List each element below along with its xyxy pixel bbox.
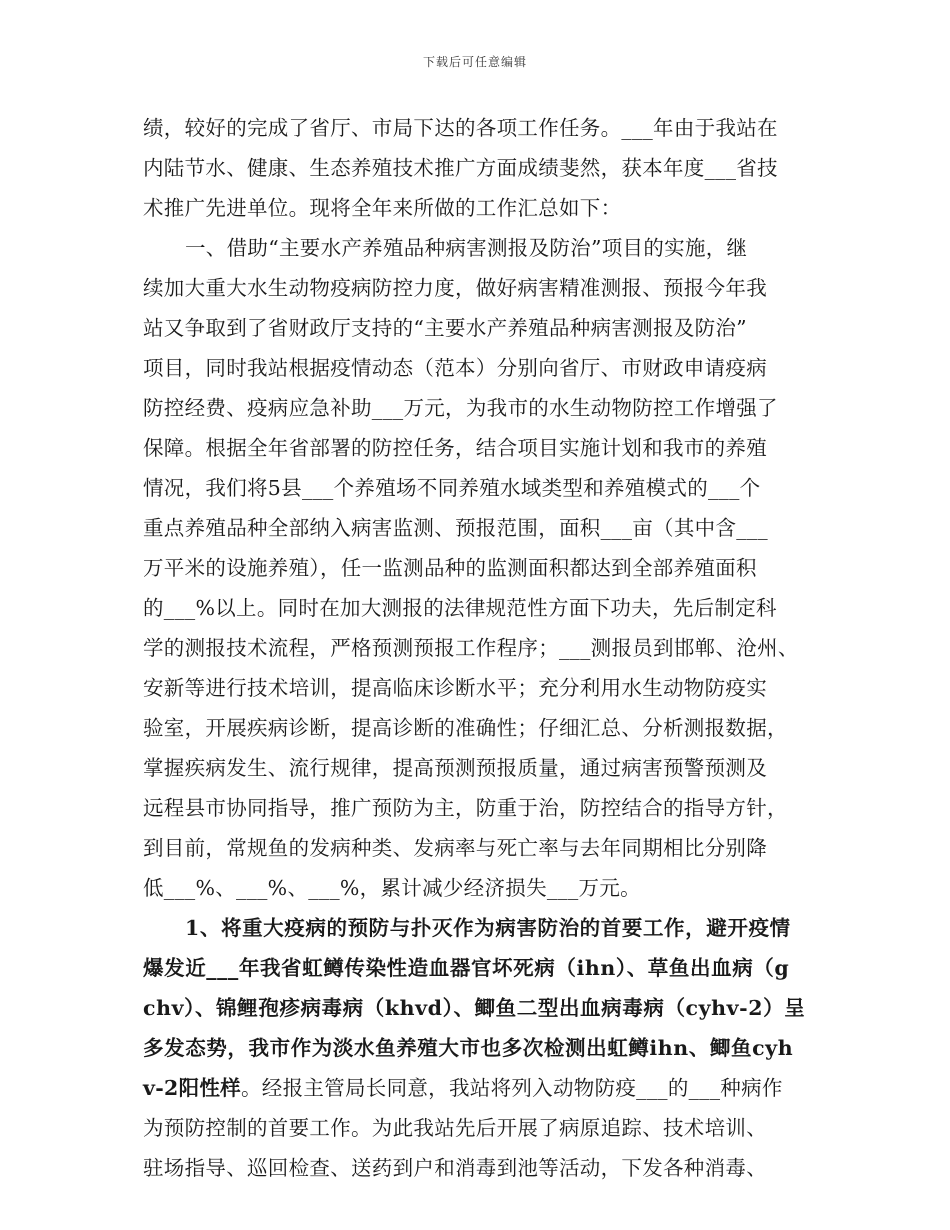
- bold-text-line: chv）、锦鲤孢疹病毒病（khvd）、鲫鱼二型出血病毒病（cyhv-2）呈: [143, 996, 806, 1020]
- text-line: 重点养殖品种全部纳入病害监测、预报范围，面积___亩（其中含___: [143, 516, 768, 540]
- text-line: 学的测报技术流程，严格预测预报工作程序；___测报员到邯郸、沧州、: [143, 636, 799, 660]
- text-line: 内陆节水、健康、生态养殖技术推广方面成绩斐然，获本年度___省技: [143, 156, 778, 180]
- text-line: 低___%、___%、___%，累计减少经济损失___万元。: [143, 876, 641, 900]
- text-line: 情况，我们将5县___个养殖场不同养殖水域类型和养殖模式的___个: [143, 476, 761, 500]
- text-line: 防控经费、疫病应急补助___万元，为我市的水生动物防控工作增强了: [143, 396, 778, 420]
- text-line: 绩，较好的完成了省厅、市局下达的各项工作任务。___年由于我站在: [143, 116, 778, 140]
- text-line: 到目前，常规鱼的发病种类、发病率与死亡率与去年同期相比分别降: [143, 836, 767, 860]
- text-line: 掌握疾病发生、流行规律，提高预测预报质量，通过病害预警预测及: [143, 756, 767, 780]
- document-body: [143, 108, 833, 1188]
- bold-segment: v-2阳性样: [143, 1076, 241, 1100]
- text-line: 项目，同时我站根据疫情动态（范本）分别向省厅、市财政申请疫病: [143, 356, 767, 380]
- text-line: 术推广先进单位。现将全年来所做的工作汇总如下：: [143, 196, 622, 220]
- bold-text-line: 多发态势，我市作为淡水鱼养殖大市也多次检测出虹鳟ihn、鲫鱼cyh: [143, 1036, 794, 1060]
- bold-text-line: 爆发近___年我省虹鳟传染性造血器官坏死病（ihn）、草鱼出血病（g: [143, 956, 790, 980]
- text-line: 站又争取到了省财政厅支持的“主要水产养殖品种病害测报及防治”: [143, 316, 747, 340]
- paragraph-start-line: 一、借助“主要水产养殖品种病害测报及防治”项目的实施，继: [185, 236, 748, 260]
- text-line: 万平米的设施养殖），任一监测品种的监测面积都达到全部养殖面积: [143, 556, 757, 580]
- mixed-text-line: [143, 1068, 833, 1108]
- page-header: 下载后可任意编辑: [422, 55, 527, 69]
- text-line: 驻场指导、巡回检查、送药到户和消毒到池等活动，下发各种消毒、: [143, 1156, 767, 1180]
- text-line: 的___%以上。同时在加大测报的法律规范性方面下功夫，先后制定科: [143, 596, 777, 620]
- text-line: 验室，开展疾病诊断，提高诊断的准确性；仔细汇总、分析测报数据，: [143, 716, 788, 740]
- text-line: 续加大重大水生动物疫病防控力度，做好病害精准测报、预报今年我: [143, 276, 767, 300]
- normal-segment: 。经报主管局长同意，我站将列入动物防疫___的___种病作: [240, 1076, 783, 1100]
- text-line: 安新等进行技术培训，提高临床诊断水平；充分利用水生动物防疫实: [143, 676, 767, 700]
- text-line: 为预防控制的首要工作。为此我站先后开展了病原追踪、技术培训、: [143, 1116, 767, 1140]
- text-line: 保障。根据全年省部署的防控任务，结合项目实施计划和我市的养殖: [143, 436, 767, 460]
- bold-heading-line: 1、将重大疫病的预防与扑灭作为病害防治的首要工作，避开疫情: [185, 916, 791, 940]
- text-line: 远程县市协同指导，推广预防为主，防重于治，防控结合的指导方针，: [143, 796, 788, 820]
